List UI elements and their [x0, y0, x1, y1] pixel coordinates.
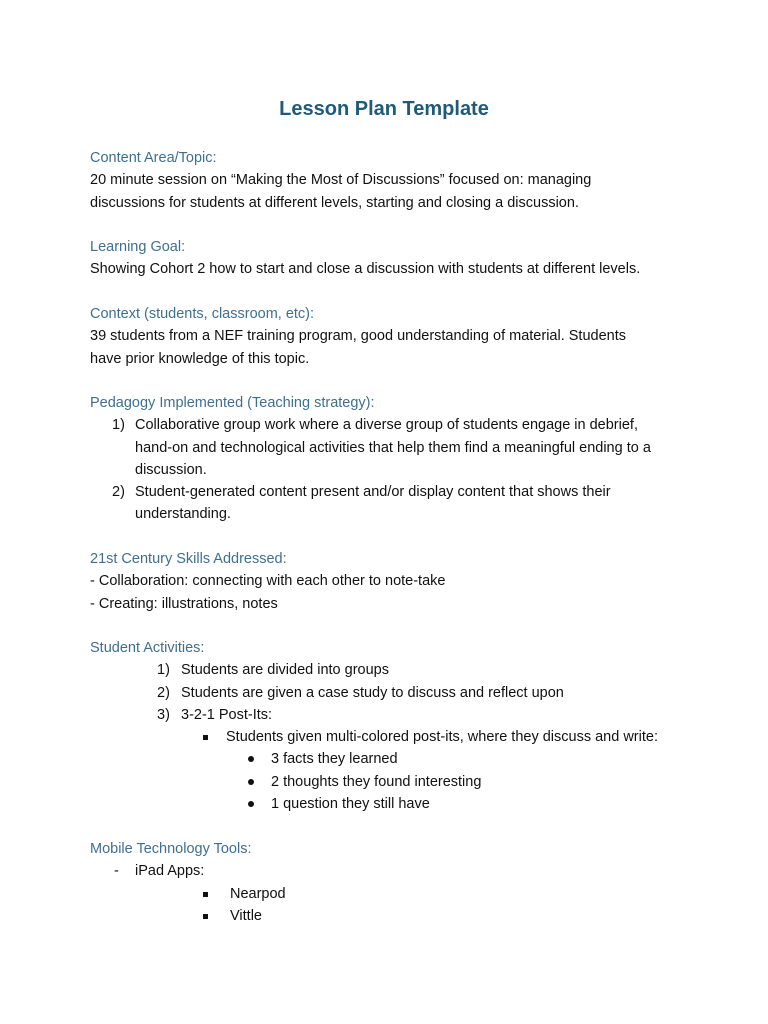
app-item-2: [90, 905, 690, 927]
activity-item-2-marker: 2): [157, 684, 170, 701]
activity-sub-sub-item-2: [90, 771, 690, 793]
content-area-line-2: discussions for students at different levels, starting and closing a discussion.: [90, 194, 579, 211]
bullet-dot-icon: [248, 779, 254, 785]
activity-sub-sub-item-3: [90, 793, 690, 815]
section-pedagogy: [90, 392, 690, 526]
pedagogy-item-2: [90, 481, 690, 526]
pedagogy-item-2-line-1: Student-generated content present and/or display content that shows their: [135, 484, 611, 501]
context-line-2: have prior knowledge of this topic.: [90, 350, 310, 367]
content-area-line-1: 20 minute session on “Making the Most of Discussions” focused on: managing: [90, 172, 592, 189]
activity-item-3-marker: 3): [157, 706, 170, 723]
pedagogy-item-2-line-2: understanding.: [135, 506, 231, 523]
square-bullet-icon: [203, 892, 208, 897]
activity-sub-sub-item-1: [90, 748, 690, 770]
section-heading-activities: Student Activities:: [90, 640, 205, 656]
section-mobile-tools: [90, 838, 690, 927]
activity-item-1-marker: 1): [157, 662, 170, 679]
app-item-1: [90, 883, 690, 905]
section-heading-pedagogy: Pedagogy Implemented (Teaching strategy):: [90, 395, 375, 411]
pedagogy-item-1: [90, 414, 690, 481]
pedagogy-item-1-line-1: Collaborative group work where a diverse group of students engage in debrief,: [135, 417, 638, 434]
bullet-dot-icon: [248, 801, 254, 807]
app-item-1-text: Nearpod: [230, 885, 286, 902]
learning-goal-line-1: Showing Cohort 2 how to start and close a discussion with students at different levels.: [90, 261, 641, 278]
activity-sub-item-text: Students given multi-colored post-its, where they discuss and write:: [226, 729, 658, 746]
section-activities: [90, 637, 690, 815]
context-line-1: 39 students from a NEF training program, good understanding of material. Students: [90, 328, 626, 345]
dash-marker: -: [114, 863, 119, 880]
skills-line-2: - Creating: illustrations, notes: [90, 595, 278, 612]
pedagogy-item-1-line-3: discussion.: [135, 461, 207, 478]
pedagogy-item-1-line-2: hand-on and technological activities that help them find a meaningful ending to a: [135, 439, 651, 456]
section-heading-context: Context (students, classroom, etc):: [90, 306, 315, 322]
activity-sub-sub-item-1-text: 3 facts they learned: [271, 751, 398, 768]
skills-line-1: - Collaboration: connecting with each other to note-take: [90, 573, 446, 590]
section-learning-goal: [90, 236, 690, 281]
activity-item-2-text: Students are given a case study to discuss and reflect upon: [181, 684, 564, 701]
activity-sub-sub-item-2-text: 2 thoughts they found interesting: [271, 773, 482, 790]
square-bullet-icon: [203, 914, 208, 919]
pedagogy-item-1-marker: 1): [112, 417, 125, 434]
activity-item-3-text: 3-2-1 Post-Its:: [181, 706, 273, 723]
section-context: [90, 303, 690, 370]
square-bullet-icon: [203, 735, 208, 740]
mobile-tools-dash-item: [90, 860, 690, 882]
app-item-2-text: Vittle: [230, 907, 262, 924]
section-heading-skills: 21st Century Skills Addressed:: [90, 551, 287, 567]
activity-item-1-text: Students are divided into groups: [181, 662, 389, 679]
activity-sub-sub-item-3-text: 1 question they still have: [271, 796, 430, 813]
bullet-dot-icon: [248, 756, 254, 762]
page-title: Lesson Plan Template: [279, 98, 489, 120]
section-content-area: [90, 147, 690, 214]
pedagogy-item-2-marker: 2): [112, 484, 125, 501]
activity-item-1: [90, 659, 690, 681]
activity-item-3: [90, 704, 690, 726]
activity-item-2: [90, 682, 690, 704]
mobile-tools-dash-item-text: iPad Apps:: [135, 863, 205, 880]
section-heading-learning-goal: Learning Goal:: [90, 239, 186, 255]
section-skills: [90, 548, 690, 615]
section-heading-mobile-tools: Mobile Technology Tools:: [90, 841, 252, 857]
activity-sub-item: [90, 726, 690, 748]
section-heading-content-area: Content Area/Topic:: [90, 150, 217, 166]
